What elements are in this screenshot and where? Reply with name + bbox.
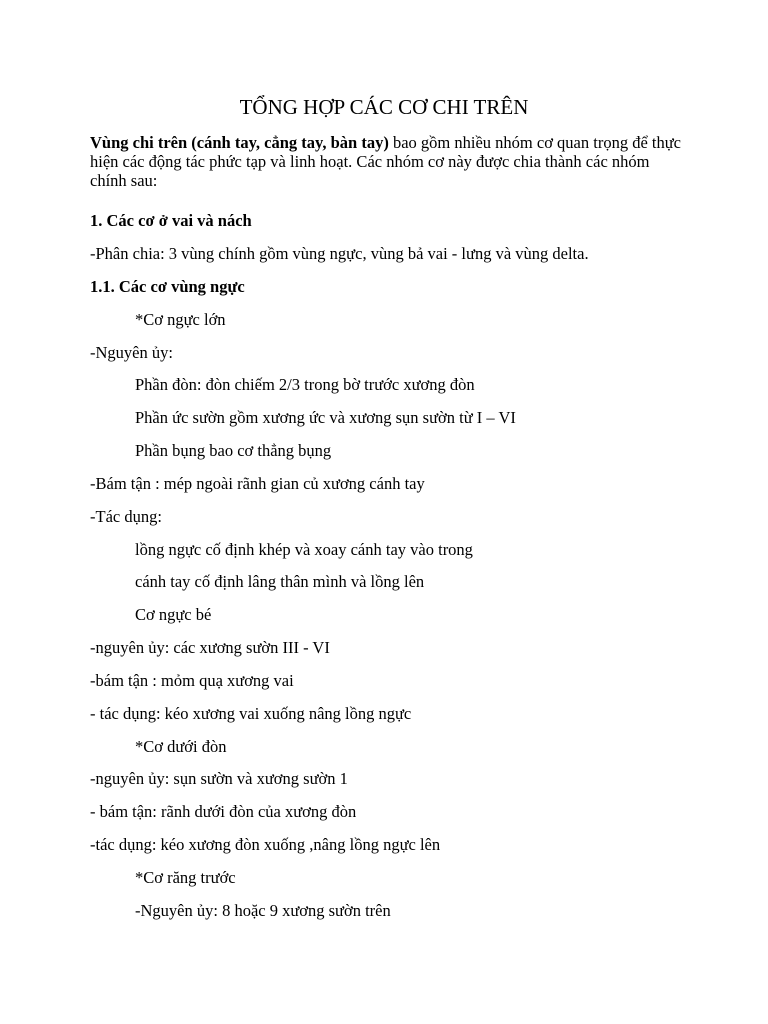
muscle-heading: *Cơ ngực lớn — [135, 310, 226, 329]
muscle-heading: *Cơ răng trước — [135, 868, 236, 887]
text-line: - tác dụng: kéo xương vai xuống nâng lồng ngực — [90, 704, 412, 723]
text-line: -Nguyên ủy: 8 hoặc 9 xương sườn trên — [135, 901, 391, 920]
text-line: lồng ngực cố định khép và xoay cánh tay vào trong — [135, 540, 473, 559]
document-title: TỔNG HỢP CÁC CƠ CHI TRÊN — [239, 95, 529, 119]
intro-text: bao gồm nhiều nhóm cơ quan trọng để thực hiện các động tác phức tạp và linh hoạt. Các nhóm cơ này được chia thành các nhóm chính sau: — [90, 133, 682, 190]
text-line: Phần ức sườn gồm xương ức và xương sụn sườn từ I – VI — [135, 408, 516, 427]
intro-paragraph — [90, 133, 690, 190]
text-line: Phần đòn: đòn chiếm 2/3 trong bờ trước xương đòn — [135, 375, 475, 394]
text-line: -Nguyên ủy: — [90, 343, 173, 362]
text-line: -tác dụng: kéo xương đòn xuống ,nâng lồng ngực lên — [90, 835, 441, 854]
text-line: cánh tay cố định lâng thân mình và lồng lên — [135, 572, 425, 591]
text-line: -Phân chia: 3 vùng chính gồm vùng ngực, vùng bả vai - lưng và vùng delta. — [90, 244, 589, 263]
section-heading-shoulder-axilla: 1. Các cơ ở vai và nách — [90, 211, 252, 230]
text-line: -Tác dụng: — [90, 507, 162, 526]
text-line: -nguyên ủy: các xương sườn III - VI — [90, 638, 330, 657]
intro-bold-text: Vùng chi trên (cánh tay, cẳng tay, bàn tay) — [90, 133, 389, 152]
muscle-heading: *Cơ dưới đòn — [135, 737, 227, 756]
text-line: -bám tận : mỏm quạ xương vai — [90, 671, 294, 690]
text-line: -Bám tận : mép ngoài rãnh gian củ xương cánh tay — [90, 474, 425, 493]
subsection-heading-chest: 1.1. Các cơ vùng ngực — [90, 277, 245, 296]
text-line: -nguyên ủy: sụn sườn và xương sườn 1 — [90, 769, 348, 788]
text-line: Phần bụng bao cơ thẳng bụng — [135, 441, 332, 460]
muscle-heading: Cơ ngực bé — [135, 605, 212, 624]
text-line: - bám tận: rãnh dưới đòn của xương đòn — [90, 802, 357, 821]
